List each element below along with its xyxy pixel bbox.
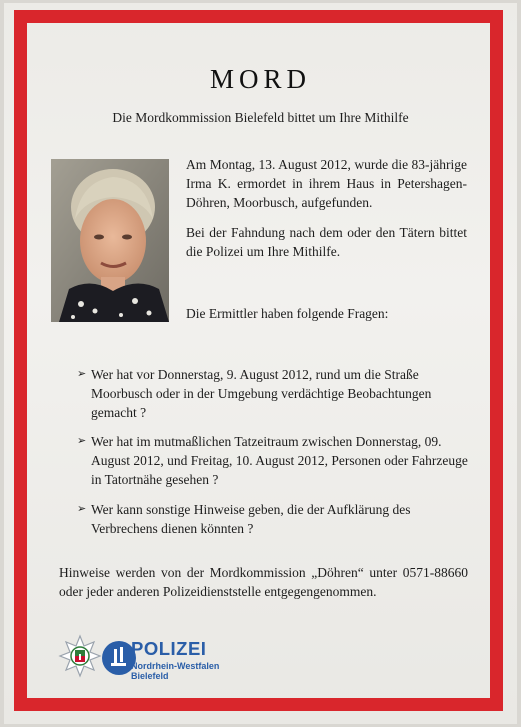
question-text: Wer kann sonstige Hinweise geben, die der Aufklärung des Verbrechens dienen könnten ? <box>91 502 411 536</box>
police-logo-text <box>131 639 219 681</box>
question-item <box>77 365 472 422</box>
arrow-bullet-icon: ➢ <box>77 503 87 515</box>
arrow-bullet-icon: ➢ <box>77 368 87 380</box>
intro-paragraph: Am Montag, 13. August 2012, wurde die 83-jährige Irma K. ermordet in ihrem Haus in Petershagen- Döhren, Moorbusch, aufgefunden. <box>186 157 467 210</box>
questions-intro: Die Ermittler haben folgende Fragen: <box>186 306 389 321</box>
logo-line-police: POLIZEI <box>131 638 207 659</box>
appeal-paragraph: Bei der Fahndung nach dem oder den Tätern bittet die Polizei um Ihre Mithilfe. <box>186 225 467 259</box>
question-item <box>77 500 472 538</box>
question-text: Wer hat im mutmaßlichen Tatzeitraum zwischen Donnerstag, 09. August 2012, und Freitag, 10. August 2012, Personen oder Fahrzeuge in Tatortnähe gesehen ? <box>91 434 468 487</box>
police-star-logo <box>58 634 138 682</box>
question-item <box>77 432 472 489</box>
contact-paragraph: Hinweise werden von der Mordkommission „Döhren“ unter 0571-88660 oder jeder anderen Polizeidienststelle entgegengenommen. <box>59 565 468 599</box>
poster-subtitle: Die Mordkommission Bielefeld bittet um Ihre Mithilfe <box>112 110 409 125</box>
question-text: Wer hat vor Donnerstag, 9. August 2012, rund um die Straße Moorbusch oder in der Umgebung verdächtige Beobachtungen gemacht ? <box>91 367 432 420</box>
logo-line-state: Nordrhein-Westfalen <box>131 661 220 671</box>
arrow-bullet-icon: ➢ <box>77 435 87 447</box>
logo-line-city: Bielefeld <box>131 671 169 681</box>
poster-title: MORD <box>209 64 311 94</box>
victim-photo <box>51 159 169 322</box>
